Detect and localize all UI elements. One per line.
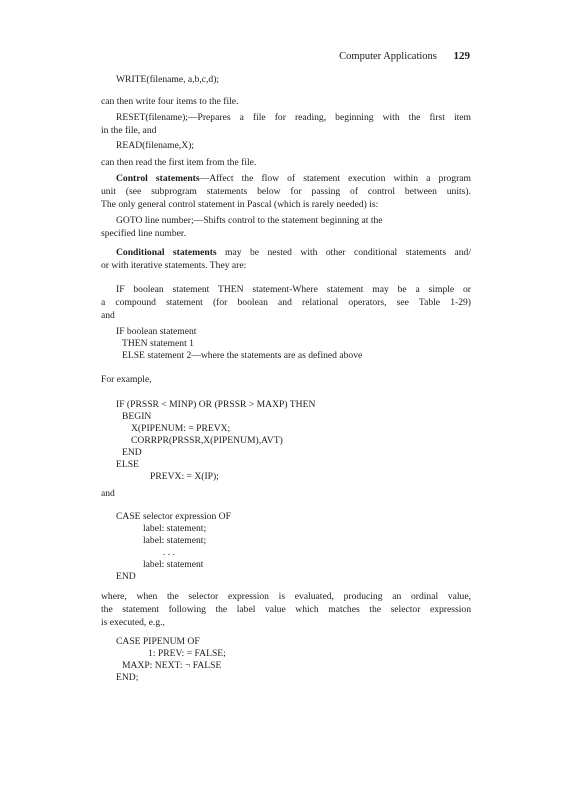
text-line: or with iterative statements. They are: — [101, 260, 247, 271]
code-line: READ(filename,X); — [116, 140, 195, 151]
page-number: 129 — [453, 50, 470, 62]
code-line: END — [116, 571, 136, 582]
text-line: can then write four items to the file. — [101, 96, 239, 107]
code-line: IF boolean statement — [116, 326, 197, 337]
code-line: PREVX: = X(IP); — [150, 471, 219, 482]
text-line — [116, 172, 471, 185]
code-line: X(PIPENUM: = PREVX; — [131, 423, 231, 434]
text-line: For example, — [101, 374, 152, 385]
code-line: IF (PRSSR < MINP) OR (PRSSR > MAXP) THEN — [116, 399, 316, 410]
text-line: RESET(filename);—Prepares a file for reading, beginning with the first item — [116, 112, 471, 123]
code-line: END; — [116, 672, 139, 683]
code-line: WRITE(filename, a,b,c,d); — [116, 74, 220, 85]
text-line: The only general control statement in Pascal (which is rarely needed) is: — [101, 199, 379, 210]
code-line: CASE — [116, 511, 141, 522]
code-line: . . . — [163, 547, 175, 558]
code-line: THEN statement 1 — [122, 338, 194, 349]
running-header — [339, 50, 470, 63]
text-line: and — [101, 310, 115, 321]
code-line: CASE PIPENUM OF — [116, 636, 200, 647]
code-line: ELSE — [116, 459, 139, 470]
code-line: CORRPR(PRSSR,X(PIPENUM),AVT) — [131, 435, 283, 446]
code-line: ELSE statement 2—where the statements are as defined above — [122, 350, 363, 361]
text-line: a compound statement (for boolean and relational operators, see Table 1-29) — [101, 297, 471, 308]
text-line: specified line number. — [101, 228, 186, 239]
text-line: unit (see subprogram statements below for passing of control between units). — [101, 186, 471, 197]
section-heading: Control statements — [116, 173, 200, 184]
header-title: Computer Applications — [339, 51, 437, 62]
text-line: in the file, and — [101, 125, 157, 136]
text-line: can then read the first item from the file. — [101, 157, 257, 168]
text-line: IF boolean statement THEN statement-Where statement may be a simple or — [116, 284, 471, 295]
code-line: MAXP: NEXT: ¬ FALSE — [122, 660, 222, 671]
text-line: where, when the selector expression is evaluated, producing an ordinal value, — [101, 591, 471, 602]
text-run: —Affect the flow of statement execution within a program — [199, 173, 471, 184]
text-line — [116, 246, 471, 259]
code-line: GOTO line number;—Shifts control to the statement beginning at the — [116, 215, 383, 226]
code-line: selector expression OF — [143, 511, 231, 522]
code-line: label: statement; — [143, 535, 207, 546]
code-line: END — [122, 447, 142, 458]
text-run: may be nested with other conditional statements and/ — [216, 247, 472, 258]
code-line: label: statement; — [143, 523, 207, 534]
text-line: the statement following the label value which matches the selector expression — [101, 604, 471, 615]
code-line: label: statement — [143, 559, 204, 570]
code-line: 1: PREV: = FALSE; — [148, 648, 226, 659]
code-line: BEGIN — [122, 411, 152, 422]
text-line: is executed, e.g., — [101, 617, 165, 628]
text-line: and — [101, 488, 115, 499]
section-heading: Conditional statements — [116, 247, 217, 258]
